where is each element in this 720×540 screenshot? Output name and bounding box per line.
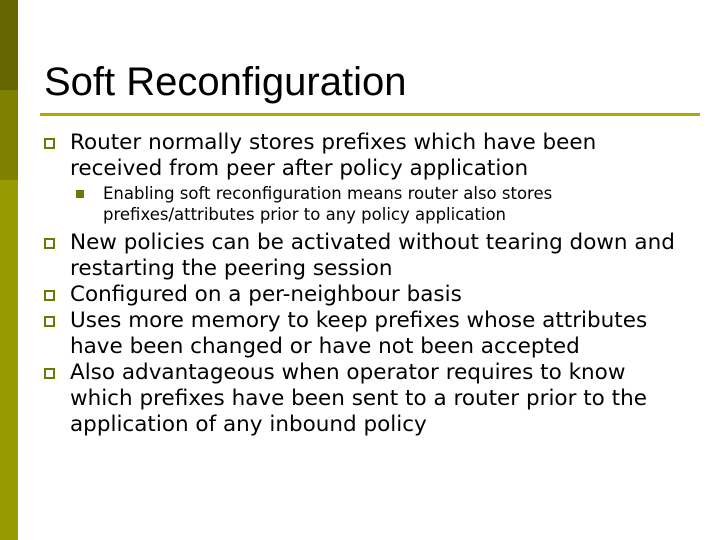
filled-square-bullet-icon	[76, 190, 84, 198]
side-bar-segment-bottom	[0, 180, 18, 540]
side-bar-segment-top	[0, 0, 18, 90]
bullet-text: New policies can be activated without tearing down and restarting the peering session	[70, 230, 675, 281]
bullet-item	[44, 360, 684, 438]
bullet-item	[44, 130, 684, 182]
hollow-square-bullet-icon	[44, 368, 55, 379]
hollow-square-bullet-icon	[44, 238, 55, 249]
hollow-square-bullet-icon	[44, 290, 55, 301]
bullet-item	[44, 230, 684, 282]
title-underline	[40, 113, 700, 116]
bullet-text: Router normally stores prefixes which have been received from peer after policy application	[70, 130, 597, 181]
hollow-square-bullet-icon	[44, 138, 55, 149]
slide-title: Soft Reconfiguration	[44, 60, 407, 104]
bullet-text: Uses more memory to keep prefixes whose attributes have been changed or have not been accepted	[70, 308, 648, 359]
side-bar-segment-middle	[0, 90, 18, 180]
bullet-item	[44, 282, 684, 308]
bullet-item	[44, 308, 684, 360]
sub-bullet-text: Enabling soft reconfiguration means router also stores prefixes/attributes prior to any policy application	[103, 184, 553, 224]
slide-side-bar	[0, 0, 18, 540]
bullet-text: Also advantageous when operator requires to know which prefixes have been sent to a router prior to the application of any inbound policy	[70, 360, 647, 437]
sub-bullet-item	[44, 183, 684, 225]
bullet-text: Configured on a per-neighbour basis	[70, 282, 462, 307]
bullet-list	[44, 130, 684, 438]
hollow-square-bullet-icon	[44, 316, 55, 327]
